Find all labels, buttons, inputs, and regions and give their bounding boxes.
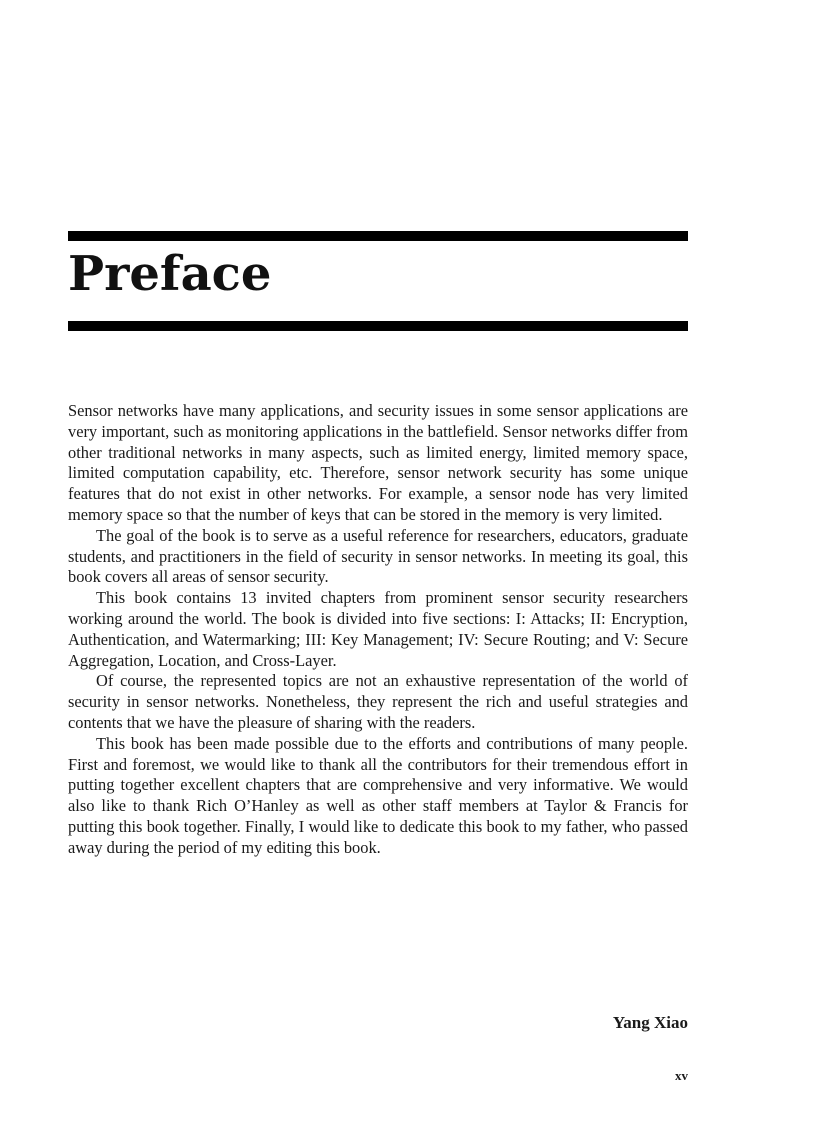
preface-body — [68, 401, 688, 859]
paragraph: The goal of the book is to serve as a useful reference for researchers, educators, graduate students, and practitioners in the field of security in sensor networks. In meeting its goal, this book covers all areas of sensor security. — [68, 525, 688, 587]
paragraph: Of course, the represented topics are not an exhaustive representation of the world of security in sensor networks. Nonetheless, they represent the rich and useful strategies and contents that we have the pleasure of sharing with the readers. — [68, 671, 688, 732]
page-number: xv — [675, 1068, 688, 1083]
title-rule-top — [68, 231, 688, 241]
page-title: Preface — [68, 246, 272, 302]
paragraph: This book contains 13 invited chapters from prominent sensor security researchers working around the world. The book is divided into five sections: I: Attacks; II: Encryption, Authentication, and Watermarking; III: Key Management; IV: Secure Routing; and V: Secure Aggregation, Location, and Cross-Layer. — [68, 588, 688, 670]
paragraph: This book has been made possible due to the efforts and contributions of many people. First and foremost, we would like to thank all the contributors for their tremendous effort in putting together excellent chapters that are comprehensive and very informative. We would also like to thank Rich O’Hanley as well as other staff members at Taylor & Francis for putting this book together. Finally, I would like to dedicate this book to my father, who passed away during the period of my editing this book. — [68, 733, 688, 857]
author-signature: Yang Xiao — [612, 1013, 688, 1032]
paragraph: Sensor networks have many applications, and security issues in some sensor applications are very important, such as monitoring applications in the battlefield. Sensor networks differ from other traditional networks in many aspects, such as limited energy, limited memory space, limited computation capability, etc. Therefore, sensor network security has some unique features that do not exist in other networks. For example, a sensor node has very limited memory space so that the number of keys that can be stored in the memory is very limited. — [68, 401, 688, 524]
title-rule-bottom — [68, 321, 688, 331]
